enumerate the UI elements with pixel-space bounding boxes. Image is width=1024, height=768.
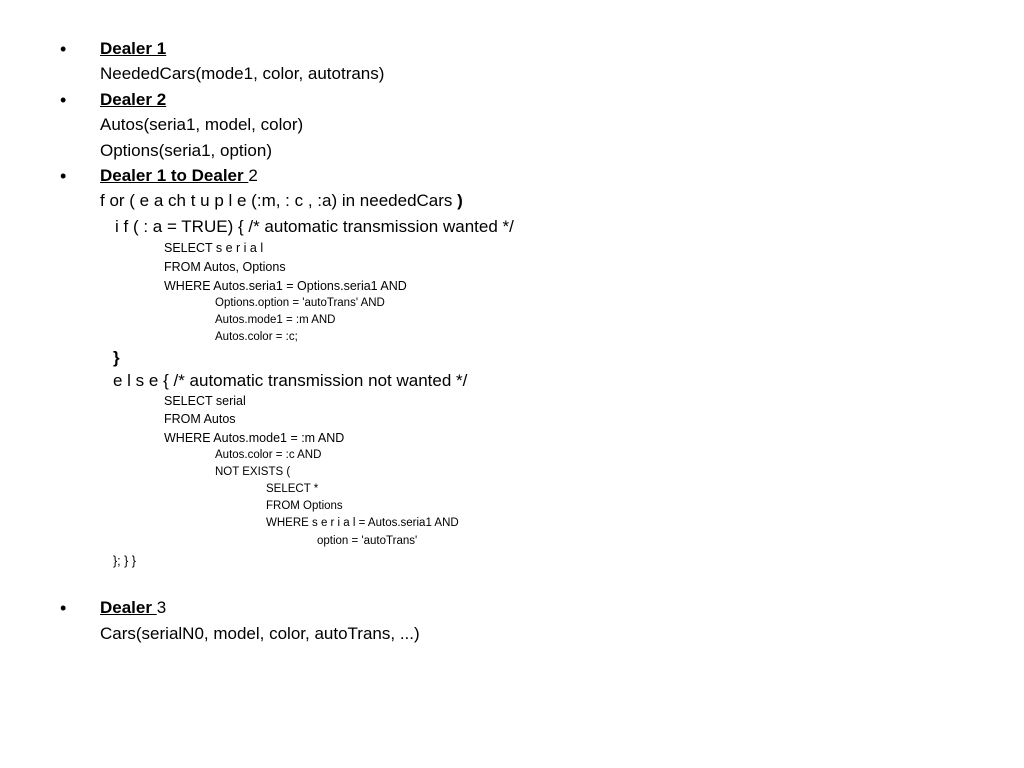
heading-dealer-3 (100, 597, 166, 618)
code-condition-model: Autos.mode1 = :m AND (215, 314, 336, 326)
heading-dealer-1-to-2 (100, 165, 258, 186)
schema-neededcars: NeededCars(mode1, color, autotrans) (100, 64, 385, 83)
heading-dealer-2: Dealer 2 (100, 90, 167, 109)
bullet-dealer-2: • (60, 90, 67, 110)
code-closing-braces: }; } } (113, 554, 136, 568)
bullet-dealer-1-to-2: • (60, 166, 67, 186)
code-condition-option: Options.option = 'autoTrans' AND (215, 297, 385, 309)
code-sub-from: FROM Options (266, 500, 343, 512)
code-else-line: e l s e { /* automatic transmission not wanted */ (113, 371, 468, 390)
code-sub-select: SELECT * (266, 483, 319, 495)
code-else-condition-color: Autos.color = :c AND (215, 449, 322, 461)
bullet-dealer-1: • (60, 39, 67, 59)
code-for-each-paren: ) (457, 191, 463, 210)
heading-dealer-1-to-2-number: 2 (248, 166, 258, 185)
code-not-exists: NOT EXISTS ( (215, 466, 291, 478)
code-else-where: WHERE Autos.mode1 = :m AND (164, 431, 345, 445)
heading-dealer-1: Dealer 1 (100, 39, 167, 58)
code-else-from: FROM Autos (164, 412, 236, 426)
code-condition-color: Autos.color = :c; (215, 331, 298, 343)
code-for-each-text: f or ( e a ch t u p l e (:m, : c , :a) in neededCars (100, 191, 458, 210)
code-if-line: i f ( : a = TRUE) { /* automatic transmission wanted */ (115, 217, 514, 236)
schema-cars: Cars(serialN0, model, color, autoTrans, ...) (100, 624, 420, 643)
heading-dealer-1-to-2-label: Dealer 1 to Dealer (100, 166, 249, 185)
code-for-each-line (100, 190, 463, 211)
bullet-dealer-3: • (60, 598, 67, 618)
code-sub-where: WHERE s e r i a l = Autos.seria1 AND (266, 517, 459, 529)
code-sub-condition: option = 'autoTrans' (317, 535, 418, 547)
code-where-line: WHERE Autos.seria1 = Options.seria1 AND (164, 279, 407, 293)
code-close-brace: } (113, 348, 120, 367)
heading-dealer-3-number: 3 (156, 598, 167, 617)
code-else-select: SELECT serial (164, 394, 246, 408)
schema-autos: Autos(seria1, model, color) (100, 115, 304, 134)
code-select-line: SELECT s e r i a l (164, 241, 264, 255)
code-from-line: FROM Autos, Options (164, 260, 286, 274)
heading-dealer-3-label: Dealer (100, 598, 157, 617)
schema-options: Options(seria1, option) (100, 141, 272, 160)
